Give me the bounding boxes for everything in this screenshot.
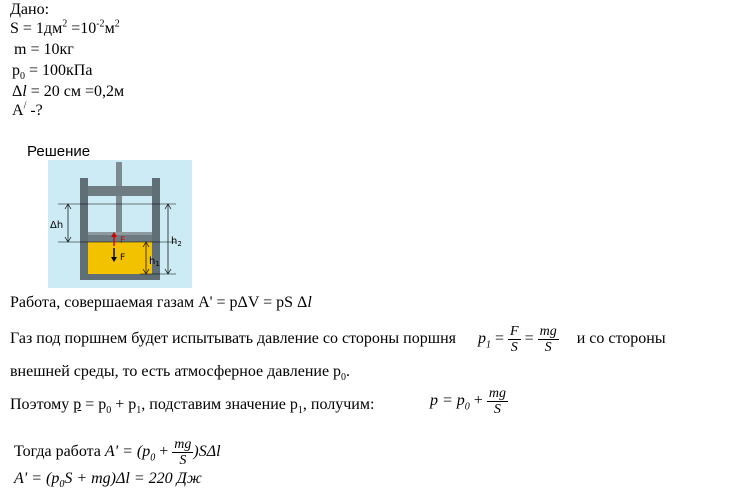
cylinder-left-wall	[80, 178, 88, 280]
solution-header: Решение	[27, 143, 91, 160]
pressure-line: Газ под поршнем будет испытывать давление со стороны поршня $p_1$ = $\frac{F}{S}$ = $\frac{mg}{S}$ и со стороны	[10, 324, 666, 355]
given-area: $S = 1дм^2 =10^{-2}м^2$	[10, 18, 120, 37]
label-h1: $h_1$	[149, 256, 160, 268]
label-f-down: F	[120, 253, 126, 263]
fraction-mg-over-s-2: $\frac{mg}{S}$	[488, 386, 506, 417]
then-work-line: Тогда работа $A' = (p_0$ + $\frac{mg}{S}$ )SΔl	[14, 437, 221, 468]
fraction-mg-over-s: $\frac{mg}{S}$	[539, 324, 557, 355]
upper-rod	[116, 162, 122, 186]
pressure-sum-equation: $p = p_0$ + $\frac{mg}{S}$	[430, 386, 506, 417]
upper-piston	[88, 186, 152, 196]
cylinder-bottom	[80, 274, 160, 280]
fraction-f-over-s: $\frac{F}{S}$	[510, 324, 519, 355]
therefore-line: Поэтому $p = p_0 + p_1$, подставим значение $p_1$, получим:	[10, 396, 375, 417]
given-displacement: Δl = 20 см =0,2м	[12, 83, 125, 100]
label-dh: Δh	[50, 220, 64, 231]
piston-cylinder-diagram	[48, 160, 192, 288]
given-find: A/ -?	[12, 100, 43, 119]
given-pressure: $p_0 = 100кПа$	[12, 62, 93, 83]
piston-rod	[116, 194, 122, 232]
external-pressure-line: внешней среды, то есть атмосферное давление $p_0$.	[10, 363, 351, 384]
label-h2: $h_2$	[171, 236, 182, 248]
work-line: Работа, совершаемая газам A' = pΔV = pS Δl	[10, 294, 312, 311]
final-answer: $A' = (p_0S + mg)\Delta l = 220$ Дж	[14, 470, 202, 491]
given-header: Дано:	[10, 1, 50, 18]
label-f-up: F	[120, 236, 126, 246]
fraction-mg-over-s-3: $\frac{mg}{S}$	[174, 437, 192, 468]
given-mass: m = 10кг	[14, 41, 74, 58]
